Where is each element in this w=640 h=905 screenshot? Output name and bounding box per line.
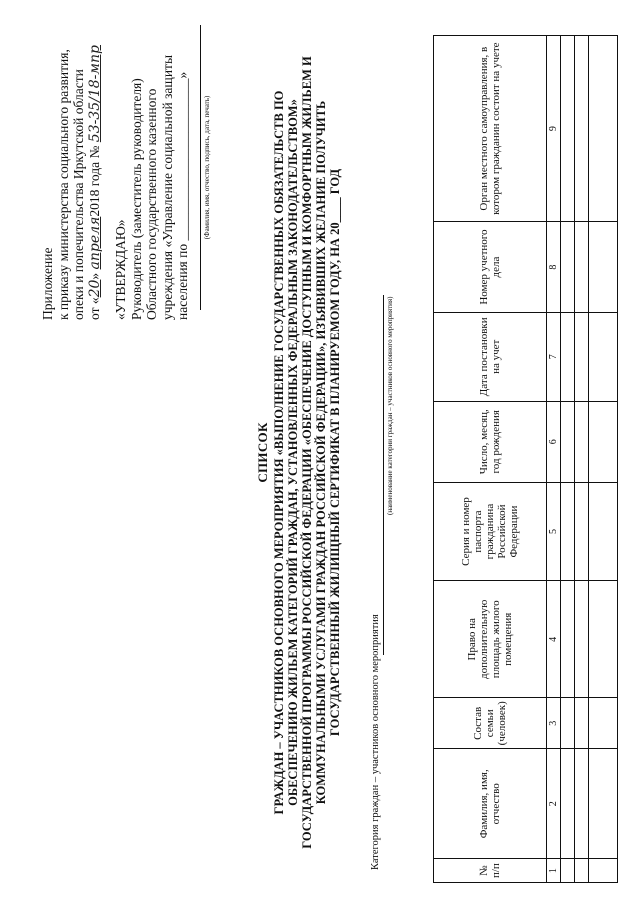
approval-line-2: Областного государственного казенного	[144, 88, 159, 320]
order-prefix: от «	[86, 297, 102, 320]
table-cell	[589, 581, 618, 698]
table-cell	[575, 401, 589, 482]
header-extra-area-right: Право на дополнительную площадь жилого помещения	[434, 581, 547, 698]
table-cell	[575, 36, 589, 222]
table-cell	[575, 222, 589, 312]
table-cell	[575, 482, 589, 581]
table-cell	[575, 749, 589, 859]
header-registration-date: Дата постановки на учет	[434, 312, 547, 401]
participants-table	[433, 35, 618, 883]
appendix-block	[40, 20, 103, 320]
table-row	[561, 36, 575, 883]
table-cell	[575, 698, 589, 749]
header-case-number: Номер учетного дела	[434, 222, 547, 312]
appendix-order-line: к приказу министерства социального развития,	[55, 49, 71, 320]
order-day: 20	[86, 279, 103, 298]
approval-block	[113, 20, 191, 320]
table-cell	[589, 698, 618, 749]
table-cell	[561, 859, 575, 883]
approval-line-1: Руководитель (заместитель руководителя)	[128, 78, 144, 320]
category-fill-line	[383, 295, 384, 655]
table-row	[589, 36, 618, 883]
appendix-title: Приложение	[40, 247, 55, 320]
table-cell	[575, 581, 589, 698]
column-number: 8	[547, 222, 561, 312]
document-heading: ГРАЖДАН – УЧАСТНИКОВ ОСНОВНОГО МЕРОПРИЯТИЯ «ВЫПОЛНЕНИЕ ГОСУДАРСТВЕННЫХ ОБЯЗАТЕЛЬСТВ ПО ОБЕСПЕЧЕНИЮ ЖИЛЬЕМ КАТЕГОРИЙ ГРАЖДАН, УСТАНОВЛЕННЫХ ФЕДЕРАЛЬНЫМ ЗАКОНОДАТЕЛЬСТВОМ» ГОСУДАРСТВЕННОЙ ПРОГРАММЫ РОССИЙСКОЙ ФЕДЕРАЦИИ «ОБЕСПЕЧЕНИЕ ДОСТУПНЫМ И КОМФОРТНЫМ ЖИЛЬЕМ И КОММУНАЛЬНЫМИ УСЛУГАМИ ГРАЖДАН РОССИЙСКОЙ ФЕДЕРАЦИИ», ИЗЪЯВИВШИХ ЖЕЛАНИЕ ПОЛУЧИТЬ ГОСУДАРСТВЕННЫЙ ЖИЛИЩНЫЙ СЕРТИФИКАТ В ПЛАНИРУЕМОМ ГОДУ, НА 20____ ГОД	[272, 56, 342, 849]
table-cell	[589, 401, 618, 482]
table-row	[575, 36, 589, 883]
table-cell	[589, 36, 618, 222]
column-number: 1	[547, 859, 561, 883]
column-number: 6	[547, 401, 561, 482]
table-cell	[561, 581, 575, 698]
order-number: 53-35/18-мпр	[86, 44, 103, 143]
table-cell	[589, 859, 618, 883]
table-cell	[561, 698, 575, 749]
order-year: 2018 года №	[86, 145, 102, 217]
order-mid: »	[86, 272, 102, 280]
column-number: 2	[547, 749, 561, 859]
table-cell	[589, 749, 618, 859]
signature-line	[200, 25, 201, 310]
table-column-numbers-row	[547, 36, 561, 883]
column-number: 4	[547, 581, 561, 698]
table-cell	[575, 859, 589, 883]
appendix-ministry-line: опеки и попечительства Иркутской области	[71, 69, 86, 320]
table-cell	[589, 312, 618, 401]
category-caption: (наименование категории граждан – участников основного мероприятия)	[386, 296, 394, 515]
table-cell	[589, 482, 618, 581]
approval-line-3: учреждения «Управление социальной защиты	[159, 54, 175, 320]
approval-label: «УТВЕРЖДАЮ»	[113, 219, 128, 320]
table-cell	[561, 401, 575, 482]
header-local-authority: Орган местного самоуправления, в котором гражданин состоит на учете	[434, 36, 547, 222]
header-passport: Серия и номер паспорта гражданина Российской Федерации	[434, 482, 547, 581]
table-cell	[589, 222, 618, 312]
header-full-name: Фамилия, имя, отчество	[434, 749, 547, 859]
column-number: 7	[547, 312, 561, 401]
table-cell	[561, 222, 575, 312]
header-family-size: Состав семьи (человек)	[434, 698, 547, 749]
approval-line-4: населения по ________________________»	[175, 71, 190, 320]
appendix-date-line	[87, 20, 104, 320]
table-header-row	[434, 36, 547, 883]
category-label: Категория граждан – участников основного мероприятия	[370, 614, 381, 870]
table-cell	[575, 312, 589, 401]
table-cell	[561, 312, 575, 401]
column-number: 3	[547, 698, 561, 749]
table-cell	[561, 749, 575, 859]
document-title: СПИСОК	[255, 422, 270, 483]
header-number: № п/п	[434, 859, 547, 883]
column-number: 5	[547, 482, 561, 581]
header-birth-date: Число, месяц, год рождения	[434, 401, 547, 482]
table-cell	[561, 482, 575, 581]
signature-caption: (Фамилия, имя, отчество, подпись, дата, печать)	[203, 95, 211, 240]
column-number: 9	[547, 36, 561, 222]
order-month: апреля	[86, 216, 103, 270]
table-cell	[561, 36, 575, 222]
